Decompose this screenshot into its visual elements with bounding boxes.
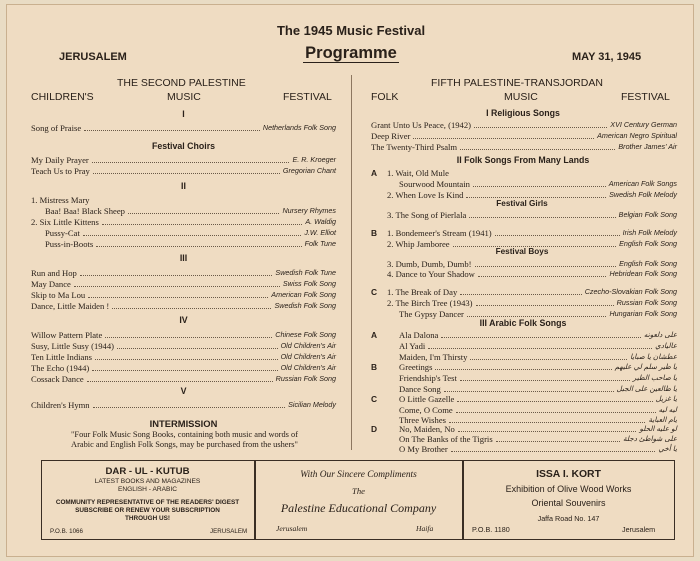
ad-dar-ul-kutub [41, 460, 255, 540]
song-row: Baa! Baa! Black Sheep Nursery Rhymes [45, 206, 336, 216]
song-row: 4. Dance to Your Shadow Hebridean Folk Song [387, 269, 677, 279]
song-row: Dance Song يا طالعين على الجبل [399, 384, 677, 394]
song-row: May Dance Swiss Folk Song [31, 279, 336, 289]
header-date: MAY 31, 1945 [572, 51, 642, 63]
religious-songs-heading: I Religious Songs [486, 108, 560, 118]
folk-songs-heading: II Folk Songs From Many Lands [456, 155, 590, 165]
song-row: Sourwood Mountain American Folk Songs [399, 179, 677, 189]
arabic-group-label-b: B [371, 362, 378, 372]
intermission-note-line1: "Four Folk Music Song Books, containing both music and words of [71, 430, 298, 439]
header-city: JERUSALEM [59, 51, 127, 63]
song-row: Greetings يا طير سلم لي عليهم [399, 362, 677, 372]
song-row: Grant Unto Us Peace, (1942) XVI Century German [371, 120, 677, 130]
ad2-the: The [352, 486, 365, 496]
ad3-line2: Oriental Souvenirs [531, 498, 606, 508]
right-title-festival: FESTIVAL [621, 91, 670, 103]
song-row: O Little Gazelle يا غزيل [399, 394, 677, 404]
song-row: On The Banks of the Tigris على شواطئ دجلة [399, 434, 677, 444]
song-row: 2. When Love Is Kind Swedish Folk Melody [387, 190, 677, 200]
festival-boys-heading: Festival Boys [495, 247, 549, 256]
song-row: Ala Dalona على دلعونه [399, 330, 677, 340]
section-V: V [180, 386, 187, 396]
ad3-name: ISSA I. KORT [536, 469, 601, 480]
right-title-folk: FOLK [371, 91, 399, 103]
arabic-group-label-d: D [371, 424, 378, 434]
song-row: Susy, Little Susy (1944) Old Children's Air [31, 341, 336, 351]
song-row: O My Brother يا أخي [399, 444, 677, 454]
ad1-line5: THROUGH US! [124, 515, 171, 522]
song-row: 1. The Break of Day Czecho-Slovakian Folk Song [387, 287, 677, 297]
song-row: 3. Dumb, Dumb, Dumb! English Folk Song [387, 259, 677, 269]
group-label-c: C [371, 287, 378, 297]
ad-palestine-educational [255, 460, 463, 540]
song-row: Teach Us to Pray Gregorian Chant [31, 166, 336, 176]
song-row: 2. Whip Jamboree English Folk Song [387, 239, 677, 249]
song-row: Cossack Dance Russian Folk Song [31, 374, 336, 384]
song-row: Willow Pattern Plate Chinese Folk Song [31, 330, 336, 340]
ad1-city: JERUSALEM [210, 528, 248, 535]
ad1-pob: P.O.B. 1066 [50, 528, 83, 535]
section-IV: IV [179, 315, 188, 325]
ad3-pob: P.O.B. 1180 [472, 525, 510, 534]
song-row: Three Wishes يام العباية [399, 415, 677, 425]
song-row: 1. Mistress Mary [31, 195, 90, 205]
song-row: Pussy-Cat J.W. Elliot [45, 228, 336, 238]
song-row: No, Maiden, No لو عليه الحلو [399, 424, 677, 434]
song-row: 2. The Birch Tree (1943) Russian Folk Song [387, 298, 677, 308]
song-row: Friendship's Test يا صاحب الطير [399, 373, 677, 383]
arabic-songs-heading: III Arabic Folk Songs [479, 318, 567, 328]
ad2-company: Palestine Educational Company [280, 501, 437, 515]
left-title-childrens: CHILDREN'S [31, 91, 94, 103]
ad2-compliments: With Our Sincere Compliments [300, 470, 417, 480]
arabic-group-label-c: C [371, 394, 378, 404]
ad3-line1: Exhibition of Olive Wood Works [505, 484, 632, 494]
song-row: The Twenty-Third Psalm Brother James' Air [371, 142, 677, 152]
festival-girls-heading: Festival Girls [496, 199, 548, 208]
intermission-heading: INTERMISSION [149, 418, 218, 429]
song-row: 2. Six Little Kittens A. Waldig [31, 217, 336, 227]
song-row: Deep River American Negro Spiritual [371, 131, 677, 141]
song-row: Come, O Come ليه ليه [399, 405, 677, 415]
song-row: The Echo (1944) Old Children's Air [31, 363, 336, 373]
song-row: My Daily Prayer E. R. Kroeger [31, 155, 336, 165]
song-row: Ten Little Indians Old Children's Air [31, 352, 336, 362]
song-row: Children's Hymn Sicilian Melody [31, 400, 336, 410]
song-row: Puss-in-Boots Folk Tune [45, 239, 336, 249]
song-row: Run and Hop Swedish Folk Tune [31, 268, 336, 278]
right-title-music: MUSIC [504, 91, 538, 103]
song-row: Song of Praise Netherlands Folk Song [31, 123, 336, 133]
left-title-music: MUSIC [167, 91, 201, 103]
song-row: The Gypsy Dancer Hungarian Folk Song [399, 309, 677, 319]
ad1-line3: COMMUNITY REPRESENTATIVE OF THE READERS' DIGEST [55, 499, 240, 506]
section-I: I [182, 109, 185, 119]
ad2-city-jerusalem: Jerusalem [276, 524, 308, 533]
song-row: Al Yadi عاليادي [399, 341, 677, 351]
song-row: 1. Wait, Old Mule [387, 168, 449, 178]
section-II: II [181, 181, 186, 191]
ad1-name: DAR - UL - KUTUB [105, 466, 190, 477]
song-row: Dance, Little Maiden ! Swedish Folk Song [31, 301, 336, 311]
ad1-line1: LATEST BOOKS AND MAGAZINES [94, 478, 201, 485]
group-label-a: A [371, 168, 378, 178]
programme-heading: Programme [305, 44, 397, 62]
left-title-line1: THE SECOND PALESTINE [117, 77, 246, 89]
ad-issa-kort [463, 460, 675, 540]
ad3-road: Jaffa Road No. 147 [537, 514, 600, 523]
song-row: Skip to Ma Lou American Folk Song [31, 290, 336, 300]
ad1-line4: SUBSCRIBE OR RENEW YOUR SUBSCRIPTION [75, 507, 220, 514]
song-row: 1. Bondemeer's Stream (1941) Irish Folk Melody [387, 228, 677, 238]
song-row: Maiden, I'm Thirsty عطشان يا صبايا [399, 352, 677, 362]
ad3-city: Jerusalem [622, 525, 656, 534]
arabic-group-label-a: A [371, 330, 378, 340]
festival-choirs-heading: Festival Choirs [151, 141, 216, 151]
programme-sheet [6, 4, 694, 557]
left-title-festival: FESTIVAL [283, 91, 332, 103]
festival-title: The 1945 Music Festival [276, 23, 426, 38]
ad2-city-haifa: Haifa [416, 524, 434, 533]
song-row: 3. The Song of Pierlala Belgian Folk Song [387, 210, 677, 220]
intermission-note-line2: Arabic and English Folk Songs, may be purchased from the ushers" [71, 440, 298, 449]
right-title-line1: FIFTH PALESTINE-TRANSJORDAN [431, 77, 603, 89]
group-label-b: B [371, 228, 378, 238]
fold-divider [351, 75, 352, 450]
section-III: III [179, 253, 188, 263]
ad1-line2: ENGLISH - ARABIC [118, 486, 177, 493]
